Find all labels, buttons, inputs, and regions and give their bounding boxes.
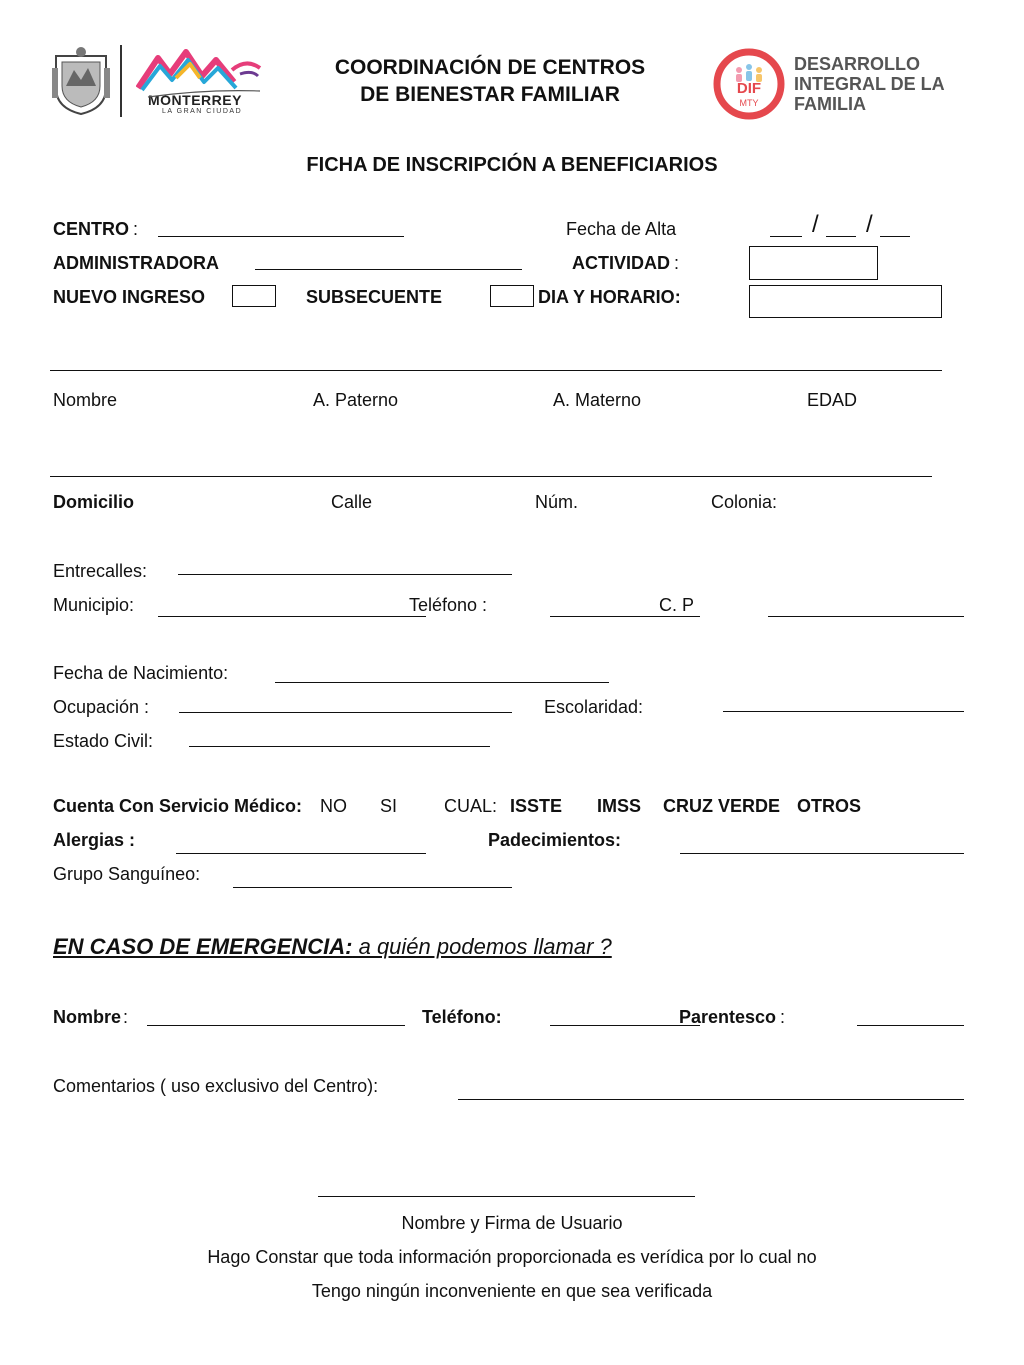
- colonia-label: Colonia:: [711, 492, 778, 512]
- header-title-line1: COORDINACIÓN DE CENTROS: [334, 56, 646, 79]
- emergencia-nombre-field[interactable]: [147, 1025, 405, 1026]
- escolaridad-field[interactable]: [723, 711, 964, 712]
- actividad-colon: :: [674, 253, 680, 273]
- subsecuente-label: SUBSECUENTE: [306, 287, 443, 307]
- nuevo-ingreso-checkbox[interactable]: [232, 285, 276, 307]
- emergencia-nombre-label: Nombre: [53, 1007, 122, 1027]
- comentarios-field[interactable]: [458, 1099, 964, 1100]
- administradora-label: ADMINISTRADORA: [53, 253, 219, 273]
- grupo-sanguineo-field[interactable]: [233, 887, 512, 888]
- actividad-label: ACTIVIDAD: [572, 253, 670, 273]
- dia-horario-box[interactable]: [749, 285, 942, 318]
- domicilio-field[interactable]: [50, 476, 932, 477]
- dif-badge-bottom: MTY: [739, 98, 759, 108]
- emergencia-nombre-colon: :: [123, 1007, 129, 1027]
- nombre-completo-field[interactable]: [50, 370, 942, 371]
- option-otros[interactable]: OTROS: [797, 796, 862, 816]
- parentesco-label: Parentesco: [679, 1007, 777, 1027]
- estado-civil-field[interactable]: [189, 746, 490, 747]
- alergias-field[interactable]: [176, 853, 426, 854]
- emergency-heading-rest: a quién podemos llamar ?: [352, 934, 612, 959]
- declaracion-line2: Tengo ningún inconveniente en que sea verificada: [311, 1281, 713, 1301]
- monterrey-swoosh: [146, 86, 262, 96]
- entrecalles-label: Entrecalles:: [53, 561, 148, 581]
- ocupacion-field[interactable]: [179, 712, 512, 713]
- fecha-alta-label: Fecha de Alta: [566, 219, 677, 239]
- comentarios-label: Comentarios ( uso exclusivo del Centro):: [53, 1076, 379, 1096]
- grupo-sanguineo-label: Grupo Sanguíneo:: [53, 864, 201, 884]
- entrecalles-field[interactable]: [178, 574, 512, 575]
- form-title: FICHA DE INSCRIPCIÓN A BENEFICIARIOS: [306, 154, 718, 176]
- telefono-label: Teléfono :: [409, 595, 488, 615]
- calle-label: Calle: [331, 492, 373, 512]
- cual-label: CUAL:: [444, 796, 498, 816]
- servicio-medico-no[interactable]: NO: [320, 796, 347, 816]
- cp-field[interactable]: [768, 616, 964, 617]
- nombre-label: Nombre: [53, 390, 118, 410]
- subsecuente-checkbox[interactable]: [490, 285, 534, 307]
- header-divider: [120, 45, 122, 117]
- firma-field[interactable]: [318, 1196, 695, 1197]
- padecimientos-label: Padecimientos:: [488, 830, 622, 850]
- servicio-medico-si[interactable]: SI: [380, 796, 398, 816]
- edad-label: EDAD: [807, 390, 858, 410]
- declaracion-line1: Hago Constar que toda información proporcionada es verídica por lo cual no: [207, 1247, 817, 1267]
- emergency-heading: [53, 934, 612, 960]
- centro-colon: :: [133, 219, 139, 239]
- option-isste[interactable]: ISSTE: [510, 796, 563, 816]
- estado-civil-label: Estado Civil:: [53, 731, 154, 751]
- centro-field[interactable]: [158, 236, 404, 237]
- dif-badge-top: DIF: [736, 80, 762, 97]
- dif-name-line1: DESARROLLO: [794, 54, 920, 74]
- date-separator-1: /: [812, 211, 819, 238]
- alergias-label: Alergias :: [53, 830, 136, 850]
- escolaridad-label: Escolaridad:: [544, 697, 644, 717]
- centro-label: CENTRO: [53, 219, 129, 239]
- emergency-heading-bold: EN CASO DE EMERGENCIA:: [53, 934, 353, 959]
- emergencia-telefono-field[interactable]: [550, 1025, 700, 1026]
- header-title-line2: DE BIENESTAR FAMILIAR: [360, 83, 620, 106]
- coat-of-arms-icon: [50, 46, 112, 116]
- parentesco-field[interactable]: [857, 1025, 964, 1026]
- option-cruz-verde[interactable]: CRUZ VERDE: [663, 796, 781, 816]
- municipio-field[interactable]: [158, 616, 426, 617]
- monterrey-tagline: LA GRAN CIUDAD: [162, 108, 243, 115]
- nuevo-ingreso-label: NUEVO INGRESO: [53, 287, 206, 307]
- firma-label: Nombre y Firma de Usuario: [401, 1213, 623, 1233]
- servicio-medico-label: Cuenta Con Servicio Médico:: [53, 796, 303, 816]
- fecha-nacimiento-label: Fecha de Nacimiento:: [53, 663, 229, 683]
- materno-label: A. Materno: [553, 390, 642, 410]
- paterno-label: A. Paterno: [313, 390, 399, 410]
- date-separator-2: /: [866, 211, 873, 238]
- municipio-label: Municipio:: [53, 595, 135, 615]
- option-imss[interactable]: IMSS: [597, 796, 642, 816]
- num-label: Núm.: [535, 492, 579, 512]
- dif-name-line2: INTEGRAL DE LA: [794, 74, 945, 94]
- padecimientos-field[interactable]: [680, 853, 964, 854]
- fecha-alta-day-field[interactable]: [770, 236, 802, 237]
- dia-horario-label: DIA Y HORARIO:: [538, 287, 681, 307]
- ocupacion-label: Ocupación :: [53, 697, 150, 717]
- monterrey-name: MONTERREY: [148, 92, 242, 108]
- emergencia-telefono-label: Teléfono:: [422, 1007, 502, 1027]
- actividad-box[interactable]: [749, 246, 878, 280]
- fecha-nacimiento-field[interactable]: [275, 682, 609, 683]
- dif-name-line3: FAMILIA: [794, 94, 866, 114]
- administradora-field[interactable]: [255, 269, 522, 270]
- cp-label: C. P: [659, 595, 695, 615]
- fecha-alta-month-field[interactable]: [826, 236, 856, 237]
- fecha-alta-year-field[interactable]: [880, 236, 910, 237]
- telefono-field[interactable]: [550, 616, 700, 617]
- domicilio-label: Domicilio: [53, 492, 135, 512]
- parentesco-colon: :: [780, 1007, 786, 1027]
